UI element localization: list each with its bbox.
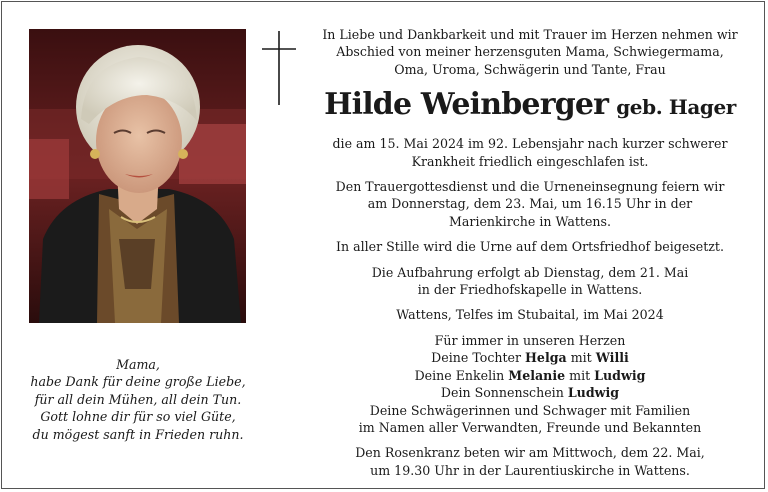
- mourners-line: im Namen aller Verwandten, Freunde und Bekannten: [358, 419, 702, 435]
- service-line: Den Trauergottesdienst und die Urneneinsegnung feiern wir: [335, 179, 725, 195]
- mourner-text: mit: [565, 367, 595, 383]
- funeral-service: [302, 178, 758, 230]
- poem-line: Gott lohne dir für so viel Güte,: [40, 409, 236, 425]
- mourners-sunshine: [302, 384, 758, 401]
- place-date: Wattens, Telfes im Stubaital, im Mai 2024: [396, 307, 664, 323]
- mourners-line: Deine Schwägerinnen und Schwager mit Familien: [369, 402, 691, 418]
- mourner-name: Ludwig: [594, 367, 646, 383]
- mourner-text: mit: [566, 350, 596, 366]
- mourner-name: Willi: [595, 350, 629, 366]
- intro-line: Oma, Uroma, Schwägerin und Tante, Frau: [394, 61, 666, 77]
- poem-line: du mögest sanft in Frieden ruhn.: [32, 426, 244, 442]
- poem-line: für all dein Mühen, all dein Tun.: [34, 391, 242, 407]
- mourners-daughter: [302, 349, 758, 366]
- memorial-poem: [22, 356, 254, 443]
- intro-line: In Liebe und Dankbarkeit und mit Trauer im Herzen nehmen wir: [322, 27, 738, 42]
- mourner-text: Dein Sonnenschein: [440, 385, 568, 401]
- poem-line: Mama,: [116, 357, 160, 372]
- rosary-notice: [302, 444, 758, 479]
- cross-icon: [260, 29, 298, 107]
- obituary-card: [1, 1, 765, 489]
- deceased-name-heading: [302, 86, 758, 129]
- viewing-notice: [302, 264, 758, 299]
- death-line: die am 15. Mai 2024 im 92. Lebensjahr nach kurzer schwerer: [332, 136, 728, 152]
- burial-notice: In aller Stille wird die Urne auf dem Ortsfriedhof beigesetzt.: [336, 239, 724, 255]
- death-notice: [302, 135, 758, 170]
- mourner-text: Deine Enkelin: [414, 367, 509, 383]
- mourner-text: Deine Tochter: [431, 350, 526, 366]
- rosary-line: Den Rosenkranz beten wir am Mittwoch, dem 22. Mai,: [355, 445, 705, 461]
- mourner-name: Melanie: [508, 367, 566, 383]
- service-line: am Donnerstag, dem 23. Mai, um 16.15 Uhr in der: [367, 196, 693, 212]
- intro-text: [302, 26, 758, 78]
- death-line: Krankheit friedlich eingeschlafen ist.: [411, 153, 649, 169]
- poem-line: habe Dank für deine große Liebe,: [30, 374, 246, 390]
- mourner-name: Ludwig: [567, 385, 620, 401]
- deceased-name: Hilde Weinberger: [324, 87, 609, 123]
- mourners-line: Für immer in unseren Herzen: [434, 332, 626, 348]
- service-line: Marienkirche in Wattens.: [449, 213, 611, 229]
- intro-line: Abschied von meiner herzensguten Mama, Schwiegermama,: [336, 44, 724, 60]
- mourners-grandchild: [302, 367, 758, 384]
- viewing-line: Die Aufbahrung erfolgt ab Dienstag, dem 21. Mai: [371, 264, 689, 280]
- obituary-text: [302, 26, 758, 479]
- rosary-line: um 19.30 Uhr in der Laurentiuskirche in Wattens.: [370, 462, 690, 478]
- mourners-list: [302, 332, 758, 436]
- viewing-line: in der Friedhofskapelle in Wattens.: [417, 282, 643, 298]
- birth-name: geb. Hager: [616, 95, 736, 120]
- mourner-name: Helga: [525, 350, 567, 366]
- portrait-photo: [29, 29, 246, 323]
